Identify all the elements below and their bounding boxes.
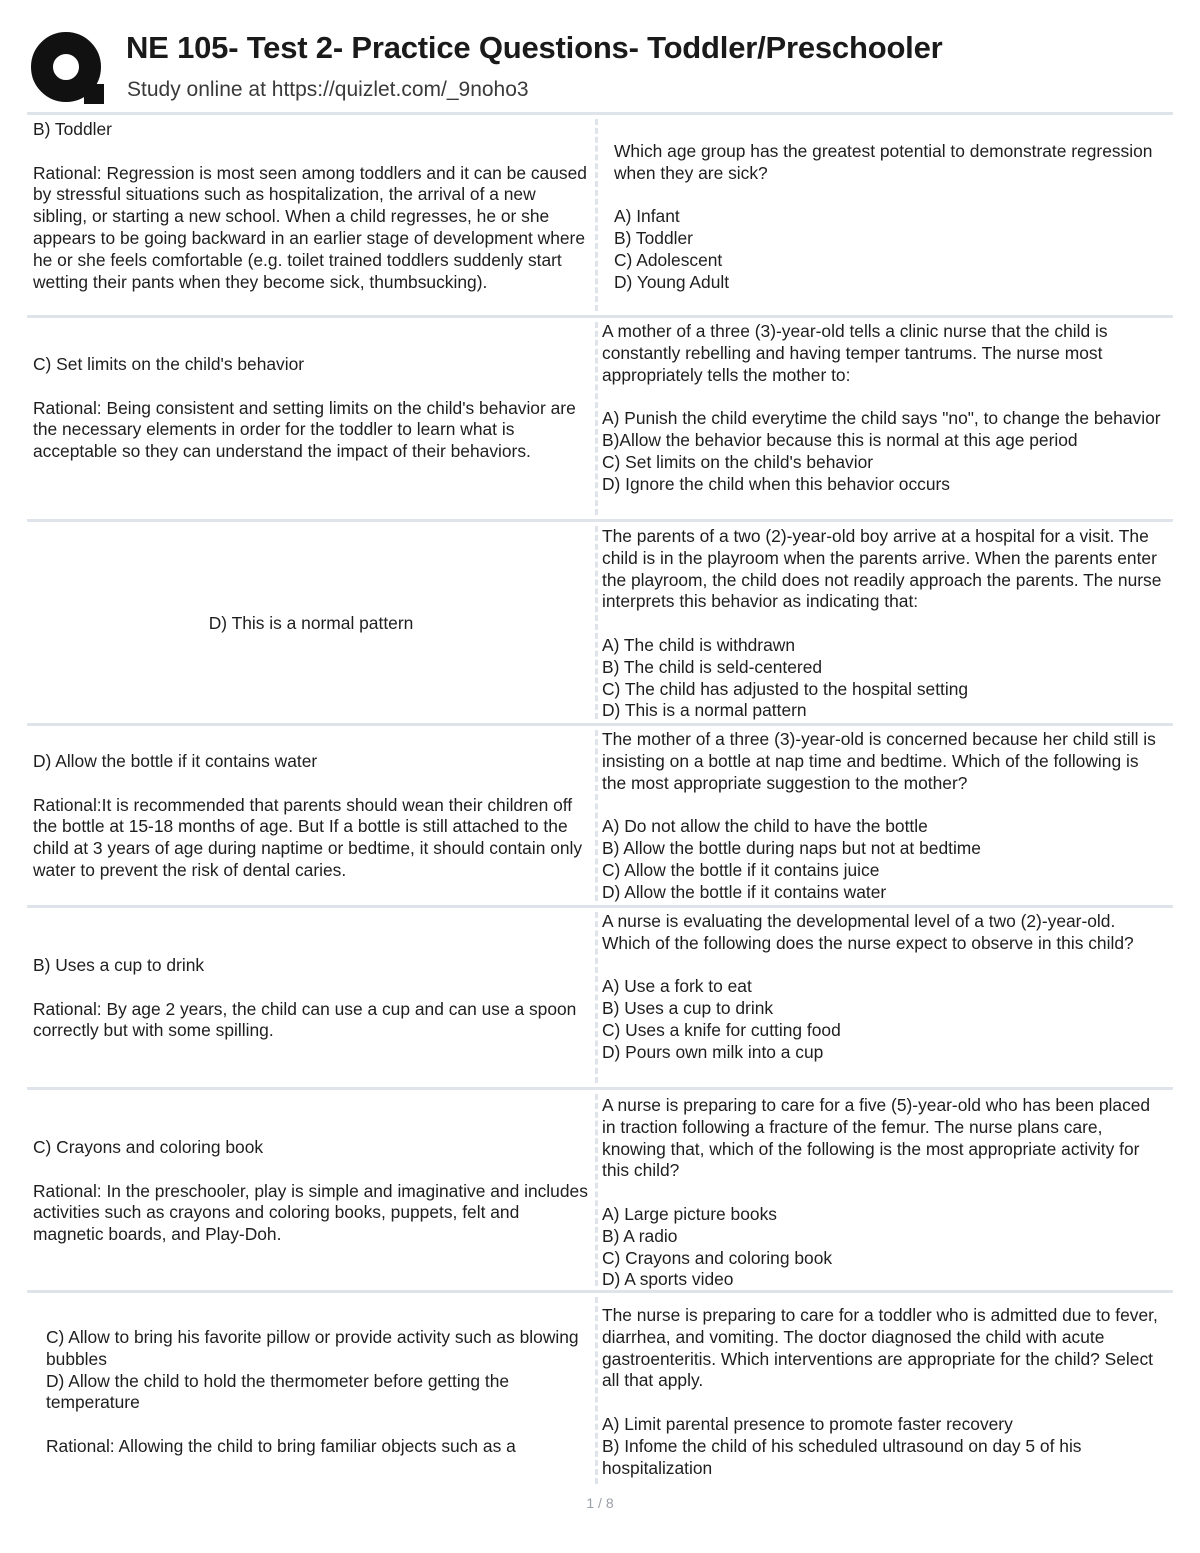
rationale-text: Rational: Being consistent and setting limits on the child's behavior are the necessary elements in order for the toddler to learn what is acceptable so they can understand the impact of their behaviors. [33,397,576,462]
rationale-text: Rational: By age 2 years, the child can use a cup and can use a spoon correctly but with some spilling. [33,998,577,1041]
option-b: B) Allow the bottle during naps but not at bedtime [602,837,981,858]
option-b: B) Uses a cup to drink [602,998,774,1019]
column-divider [595,526,598,719]
option-d: D) This is a normal pattern [602,700,807,721]
question-text: The nurse is preparing to care for a toddler who is admitted due to fever, diarrhea, and vomiting. The doctor diagnosed the child with acute gastroenteritis. Which interventions are appropriate for the child? Select all that apply. [602,1305,1158,1391]
question-column [602,911,1166,1064]
answer-column [33,354,589,463]
option-d: D) A sports video [602,1269,734,1290]
rationale-text: Rational:It is recommended that parents should wean their children off the bottle at 15-18 months of age. But If a bottle is still attached to the child at 3 years of age during naptime or bedtime, it should contain only water to prevent the risk of dental caries. [33,794,583,880]
column-divider [595,730,598,901]
answer-text: B) Toddler [33,119,112,139]
answer-line-d: D) Allow the child to hold the thermometer before getting the temperature [46,1370,510,1413]
answer-column [46,1327,586,1458]
option-b: B)Allow the behavior because this is normal at this age period [602,429,1078,450]
answer-text: C) Set limits on the child's behavior [33,354,305,374]
question-column [602,729,1166,903]
option-c: C) Set limits on the child's behavior [602,451,874,472]
page-title: NE 105- Test 2- Practice Questions- Toddler/Preschooler [126,30,943,65]
option-a: A) Limit parental presence to promote faster recovery [602,1413,1013,1434]
column-divider [595,119,598,311]
rationale-text: Rational: Regression is most seen among toddlers and it can be caused by stressful situations such as hospitalization, the arrival of a new sibling, or starting a new school. When a child regresses, he or she appears to be going backward in an earlier stage of development where he or she feels comfortable (e.g. toilet trained toddlers suddenly start wetting their pants when they become sick, thumbsucking). [33,162,587,292]
question-column [614,141,1166,294]
option-c: C) Uses a knife for cutting food [602,1019,841,1040]
answer-column [33,955,589,1042]
option-b: B) A radio [602,1225,678,1246]
answer-column [33,751,589,882]
option-b: B) The child is seld-centered [602,656,823,677]
answer-column [33,613,589,635]
flashcard-1 [27,115,1173,315]
answer-text: D) This is a normal pattern [208,613,414,633]
question-text: The parents of a two (2)-year-old boy arrive at a hospital for a visit. The child is in the playroom when the parents arrive. When the parents enter the playroom, the child does not readily approach the parents. The nurse interprets this behavior as indicating that: [602,526,1162,612]
column-divider [595,912,598,1083]
flashcard-7 [27,1293,1173,1488]
option-a: A) The child is withdrawn [602,634,795,655]
option-a: A) Do not allow the child to have the bottle [602,816,928,837]
rationale-text: Rational: In the preschooler, play is simple and imaginative and includes activities such as crayons and coloring books, puppets, felt and magnetic boards, and Play-Doh. [33,1180,588,1245]
question-column [602,1095,1166,1291]
flashcard-6 [27,1090,1173,1290]
question-column [602,1305,1166,1479]
answer-column [33,1137,589,1246]
option-d: D) Young Adult [614,271,730,292]
option-c: C) Crayons and coloring book [602,1247,833,1268]
answer-text: C) Crayons and coloring book [33,1137,264,1157]
option-c: C) Allow the bottle if it contains juice [602,859,880,880]
study-online-link[interactable]: Study online at https://quizlet.com/_9noho3 [127,78,529,101]
option-d: D) Allow the bottle if it contains water [602,881,887,902]
page-number: 1 / 8 [586,1495,614,1511]
option-a: A) Use a fork to eat [602,976,752,997]
option-c: C) Adolescent [614,249,723,270]
question-text: Which age group has the greatest potential to demonstrate regression when they are sick? [614,141,1153,183]
option-a: A) Large picture books [602,1203,777,1224]
option-a: A) Infant [614,206,680,227]
question-text: A nurse is preparing to care for a five (5)-year-old who has been placed in traction following a fracture of the femur. The nurse plans care, knowing that, which of the following is the most appropriate activity for this child? [602,1095,1151,1181]
answer-line-c: C) Allow to bring his favorite pillow or provide activity such as blowing bubbles [46,1327,579,1369]
question-column [602,321,1166,495]
option-b: B) Infome the child of his scheduled ultrasound on day 5 of his hospitalization [602,1435,1082,1478]
page-header [0,0,1200,112]
answer-text: B) Uses a cup to drink [33,955,205,975]
flashcard-3 [27,522,1173,723]
quizlet-logo-icon [30,30,106,106]
column-divider [595,1297,598,1484]
answer-text: D) Allow the bottle if it contains water [33,751,318,771]
option-d: D) Ignore the child when this behavior occurs [602,473,950,494]
option-a: A) Punish the child everytime the child says "no", to change the behavior [602,408,1161,429]
flashcard-2 [27,318,1173,519]
flashcard-4 [27,726,1173,905]
option-b: B) Toddler [614,228,693,249]
question-column [602,526,1166,722]
column-divider [595,322,598,515]
option-c: C) The child has adjusted to the hospital setting [602,678,969,699]
flashcard-5 [27,908,1173,1087]
question-text: A mother of a three (3)-year-old tells a clinic nurse that the child is constantly rebelling and having temper tantrums. The nurse most appropriately tells the mother to: [602,321,1108,385]
question-text: The mother of a three (3)-year-old is concerned because her child still is insisting on a bottle at nap time and bedtime. Which of the following is the most appropriate suggestion to the mother? [602,729,1156,793]
answer-column [33,119,589,293]
question-text: A nurse is evaluating the developmental level of a two (2)-year-old. Which of the following does the nurse expect to observe in this child? [602,911,1134,953]
rationale-text: Rational: Allowing the child to bring familiar objects such as a [46,1435,516,1456]
column-divider [595,1094,598,1286]
option-d: D) Pours own milk into a cup [602,1041,824,1062]
